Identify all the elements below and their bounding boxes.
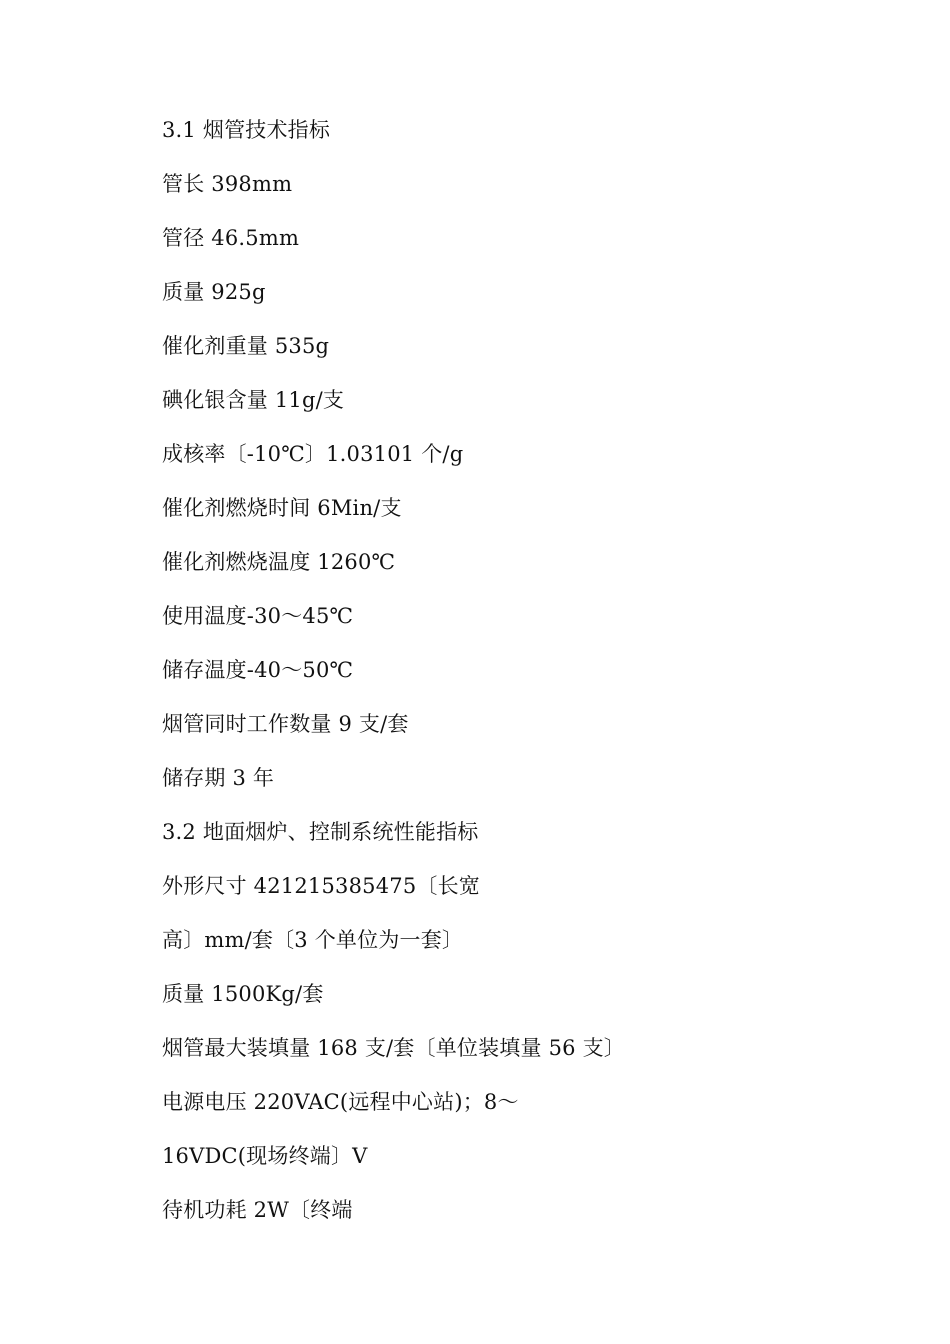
text-line: 管径 46.5mm (162, 226, 300, 250)
text-line: 使用温度-30～45℃ (162, 604, 354, 628)
text-line: 储存温度-40～50℃ (162, 658, 354, 682)
text-line: 催化剂重量 535g (162, 334, 330, 358)
text-line: 烟管最大装填量 168 支/套〔单位装填量 56 支〕 (162, 1036, 625, 1060)
section-heading-3-2: 3.2 地面烟炉、控制系统性能指标 (162, 820, 479, 844)
text-line: 质量 1500Kg/套 (162, 982, 324, 1006)
text-line: 成核率〔-10℃〕1.03101 个/g (162, 442, 464, 466)
section-heading-3-1: 3.1 烟管技术指标 (162, 118, 331, 142)
text-line: 电源电压 220VAC(远程中心站)；8～ (162, 1090, 519, 1114)
text-line: 催化剂燃烧时间 6Min/支 (162, 496, 402, 520)
text-line: 碘化银含量 11g/支 (162, 388, 345, 412)
text-line: 待机功耗 2W〔终端 (162, 1198, 353, 1222)
text-line: 16VDC(现场终端〕V (162, 1144, 368, 1168)
text-line: 催化剂燃烧温度 1260℃ (162, 550, 396, 574)
text-line: 质量 925g (162, 280, 266, 304)
text-line: 烟管同时工作数量 9 支/套 (162, 712, 409, 736)
document-body (162, 112, 882, 1246)
text-line: 管长 398mm (162, 172, 293, 196)
text-line: 高〕mm/套〔3 个单位为一套〕 (162, 928, 464, 952)
text-line: 外形尺寸 421215385475〔长宽 (162, 874, 481, 898)
text-line: 储存期 3 年 (162, 766, 275, 790)
